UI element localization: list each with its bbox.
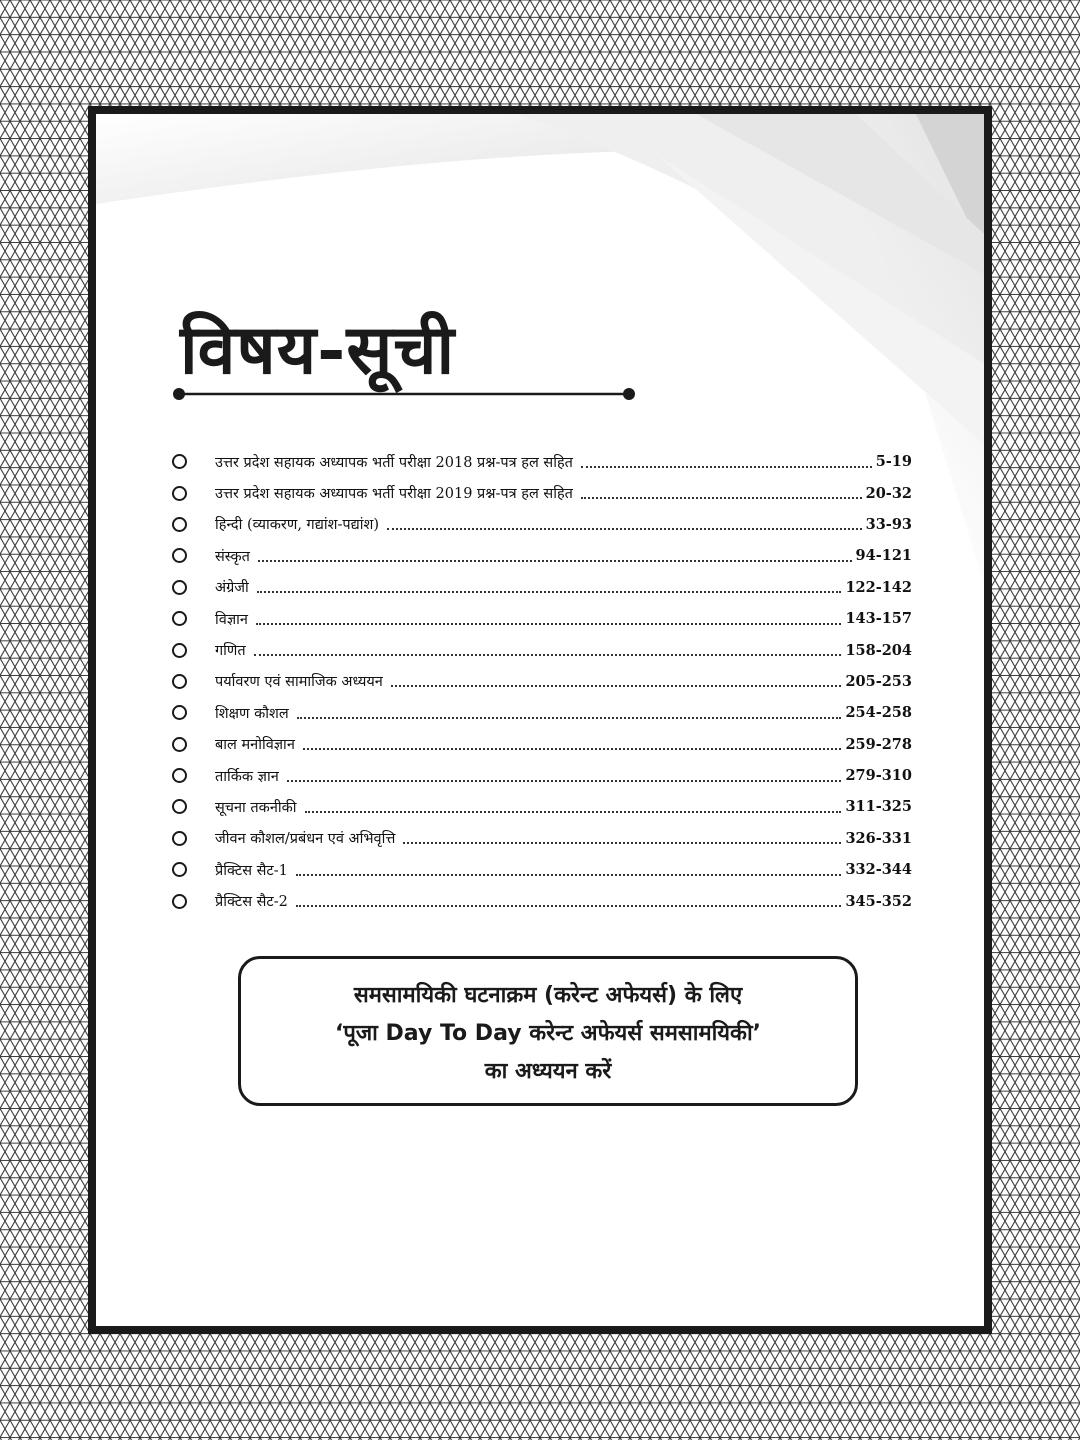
notice-line: समसामयिकी घटनाक्रम (करेन्ट अफेयर्स) के लिए: [353, 983, 743, 1008]
dot-leader: [296, 905, 842, 907]
bullet-icon: [172, 894, 187, 909]
dot-leader: [581, 497, 862, 499]
toc-entry-title: बाल मनोविज्ञान: [215, 737, 295, 754]
bullet-icon: [172, 486, 187, 501]
toc-entry-pages: 259-278: [845, 735, 912, 753]
page-title: विषय-सूची: [180, 310, 456, 390]
toc-entry-pages: 326-331: [845, 829, 912, 847]
toc-entry-pages: 254-258: [845, 704, 912, 722]
bullet-icon: [172, 548, 187, 563]
toc-entry: [172, 509, 912, 540]
dot-leader: [297, 717, 842, 719]
toc-entry-pages: 33-93: [865, 515, 912, 533]
dot-leader: [391, 685, 842, 687]
toc-entry-pages: 332-344: [845, 861, 912, 879]
toc-entry: [172, 854, 912, 885]
toc-entry-title: पर्यावरण एवं सामाजिक अध्ययन: [215, 674, 383, 691]
bullet-icon: [172, 517, 187, 532]
toc-entry: [172, 446, 912, 477]
bullet-icon: [172, 862, 187, 877]
toc-entry-pages: 205-253: [845, 672, 912, 690]
bullet-icon: [172, 831, 187, 846]
dot-leader: [296, 874, 842, 876]
toc-entry: [172, 634, 912, 665]
notice-line: ‘पूजा Day To Day करेन्ट अफेयर्स समसामयिकी’: [334, 1021, 762, 1046]
toc-entry-title: जीवन कौशल/प्रबंधन एवं अभिवृत्ति: [215, 831, 396, 848]
toc-entry-title: हिन्दी (व्याकरण, गद्यांश-पद्यांश): [215, 517, 380, 534]
toc-entry-title: तार्किक ज्ञान: [215, 768, 279, 785]
bullet-icon: [172, 580, 187, 595]
dot-leader: [256, 623, 842, 625]
dot-leader: [254, 654, 842, 656]
bullet-icon: [172, 611, 187, 626]
toc-entry-title: उत्तर प्रदेश सहायक अध्यापक भर्ती परीक्षा 2019 प्रश्न-पत्र हल सहित: [215, 486, 573, 503]
toc-entry-pages: 20-32: [865, 484, 912, 502]
toc-entry-title: गणित: [215, 643, 246, 660]
toc-entry: [172, 760, 912, 791]
bullet-icon: [172, 799, 187, 814]
bullet-icon: [172, 454, 187, 469]
toc-entry-pages: 158-204: [845, 641, 912, 659]
toc-entry: [172, 477, 912, 508]
toc-entry-title: प्रैक्टिस सैट-1: [215, 862, 288, 879]
toc-entry-pages: 143-157: [845, 610, 912, 628]
dot-leader: [581, 466, 872, 468]
bullet-icon: [172, 674, 187, 689]
dot-leader: [257, 591, 842, 593]
bullet-icon: [172, 643, 187, 658]
toc-entry: [172, 823, 912, 854]
dot-leader: [387, 528, 862, 530]
contents-panel: [88, 106, 992, 1334]
toc-entry: [172, 791, 912, 822]
toc-entry-pages: 311-325: [845, 798, 912, 816]
bullet-icon: [172, 768, 187, 783]
dot-leader: [305, 811, 842, 813]
bullet-icon: [172, 705, 187, 720]
table-of-contents: [172, 446, 912, 917]
toc-entry-title: विज्ञान: [215, 611, 248, 628]
toc-entry-pages: 122-142: [845, 578, 912, 596]
toc-entry: [172, 885, 912, 916]
toc-entry: [172, 697, 912, 728]
dot-leader: [258, 560, 852, 562]
toc-entry: [172, 729, 912, 760]
notice-line: का अध्ययन करें: [484, 1059, 612, 1084]
dot-leader: [303, 748, 842, 750]
toc-entry-title: प्रैक्टिस सैट-2: [215, 894, 288, 911]
title-underline: [172, 386, 636, 402]
dot-leader: [287, 780, 842, 782]
toc-entry: [172, 540, 912, 571]
dot-leader: [403, 842, 841, 844]
bullet-icon: [172, 737, 187, 752]
toc-entry-title: संस्कृत: [215, 548, 250, 565]
toc-entry: [172, 603, 912, 634]
toc-entry-title: उत्तर प्रदेश सहायक अध्यापक भर्ती परीक्षा 2018 प्रश्न-पत्र हल सहित: [215, 454, 573, 471]
toc-entry-title: अंग्रेजी: [215, 580, 249, 597]
toc-entry-pages: 345-352: [845, 892, 912, 910]
toc-entry-pages: 94-121: [855, 547, 912, 565]
toc-entry-pages: 5-19: [875, 453, 912, 471]
current-affairs-notice: [238, 956, 858, 1106]
toc-entry-title: शिक्षण कौशल: [215, 705, 289, 722]
toc-entry: [172, 666, 912, 697]
toc-entry: [172, 572, 912, 603]
toc-entry-pages: 279-310: [845, 767, 912, 785]
toc-entry-title: सूचना तकनीकी: [215, 799, 297, 816]
